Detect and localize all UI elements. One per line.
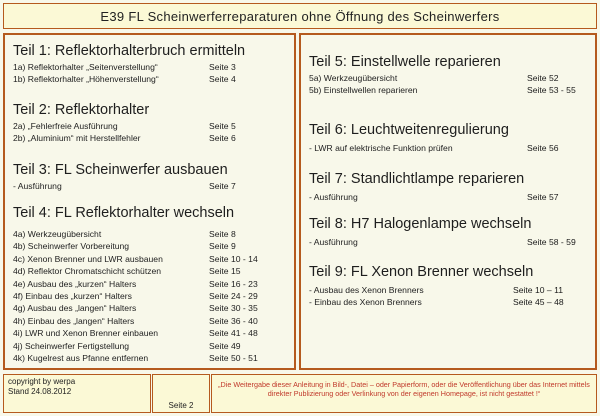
toc-row xyxy=(13,290,288,302)
section-teil-9 xyxy=(309,264,589,309)
toc-row-label: 4e) Ausbau des „kurzen“ Halters xyxy=(13,278,137,289)
toc-row xyxy=(13,352,288,364)
footer-copyright xyxy=(3,374,151,413)
toc-row xyxy=(13,228,288,240)
section-heading: Teil 6: Leuchtweitenregulierung xyxy=(309,122,509,138)
page-ref: Seite 10 - 14 xyxy=(209,253,258,264)
section-heading: Teil 9: FL Xenon Brenner wechseln xyxy=(309,264,534,280)
toc-row: - Ausbau des Xenon Brenners xyxy=(309,285,424,295)
toc-row-label: 4k) Kugelrest aus Pfanne entfernen xyxy=(13,353,149,364)
toc-row: - Ausführung xyxy=(309,192,358,202)
section-heading: Teil 4: FL Reflektorhalter wechseln xyxy=(13,205,235,221)
title-text: E39 FL Scheinwerferreparaturen ohne Öffnung des Scheinwerfers xyxy=(100,8,500,24)
page-ref: Seite 45 – 48 xyxy=(513,297,564,307)
page-ref: Seite 30 - 35 xyxy=(209,303,258,314)
section-heading: Teil 5: Einstellwelle reparieren xyxy=(309,54,501,70)
page-ref: Seite 8 xyxy=(209,229,236,239)
section-teil-7 xyxy=(309,171,589,204)
section-teil-4 xyxy=(13,205,288,364)
section-teil-3 xyxy=(13,162,288,193)
page-ref: Seite 57 xyxy=(527,192,559,202)
section-heading: Teil 8: H7 Halogenlampe wechseln xyxy=(309,216,532,232)
toc-right-panel xyxy=(299,33,597,370)
toc-row: 2a) „Fehlerfreie Ausführung xyxy=(13,121,118,131)
page-ref: Seite 53 - 55 xyxy=(527,85,576,95)
toc-row: 1a) Reflektorhalter „Seitenverstellung“ Seite 3 xyxy=(13,62,236,72)
section-heading: Teil 2: Reflektorhalter xyxy=(13,102,150,118)
toc-row-label: 4i) LWR und Xenon Brenner einbauen xyxy=(13,328,159,339)
section-teil-5 xyxy=(309,54,589,97)
page-ref: Seite 9 xyxy=(209,241,236,252)
toc-row: - Ausführung xyxy=(13,181,62,191)
document-title xyxy=(3,3,597,29)
page-ref: Seite 41 - 48 xyxy=(209,328,258,339)
section-teil-2 xyxy=(13,102,288,145)
toc-row xyxy=(13,340,288,352)
page-ref: Seite 49 xyxy=(209,340,241,351)
toc-row: - LWR auf elektrische Funktion prüfen xyxy=(309,143,453,153)
section-teil-8 xyxy=(309,216,589,249)
footer-page-number xyxy=(152,374,210,413)
toc-row: - Ausführung xyxy=(309,237,358,247)
toc-row xyxy=(13,265,288,277)
page-ref: Seite 4 xyxy=(209,74,236,84)
page-ref: Seite 7 xyxy=(209,181,236,191)
toc-row-label: 4f) Einbau des „kurzen“ Halters xyxy=(13,291,132,302)
page-ref: Seite 24 - 29 xyxy=(209,291,258,302)
toc-row xyxy=(13,302,288,314)
toc-row xyxy=(13,278,288,290)
copyright-text: copyright by werpa xyxy=(8,377,76,386)
toc-row: 1b) Reflektorhalter „Höhenverstellung“ Seite 4 xyxy=(13,73,236,84)
page-ref: Seite 15 xyxy=(209,266,241,277)
toc-row xyxy=(13,253,288,265)
section-teil-1 xyxy=(13,43,288,86)
toc-row-label: 4d) Reflektor Chromatschicht schützen xyxy=(13,266,162,277)
page-ref: Seite 52 xyxy=(527,73,559,83)
footer-notice xyxy=(211,374,597,413)
toc-row-label: 4c) Xenon Brenner und LWR ausbauen xyxy=(13,253,163,264)
page-ref: Seite 58 - 59 xyxy=(527,237,576,247)
toc-row-label: 4g) Ausbau des „langen“ Halters xyxy=(13,303,137,314)
page-ref: Seite 56 xyxy=(527,143,559,153)
toc-row xyxy=(13,327,288,339)
section-teil-6 xyxy=(309,122,589,155)
toc-row xyxy=(13,315,288,327)
notice-text: „Die Weitergabe dieser Anleitung in Bild-, Datei – oder Papierform, oder die Veröffentlichung über das Internet mittels direkter Publizierung oder Verlinkung von der eigenen Homepage, ist nicht gestattet !“ xyxy=(218,380,590,398)
page-ref: Seite 36 - 40 xyxy=(209,315,258,326)
toc-row: - Einbau des Xenon Brenners xyxy=(309,296,422,307)
page-ref: Seite 6 xyxy=(209,133,236,143)
toc-row: 2b) „Aluminium“ mit Herstellfehler xyxy=(13,132,141,143)
toc-row xyxy=(13,240,288,252)
page-ref: Seite 10 – 11 xyxy=(513,285,564,295)
page-ref: Seite 50 - 51 xyxy=(209,353,258,364)
toc-row-label: 4j) Scheinwerfer Fertigstellung xyxy=(13,340,130,351)
stand-date: Stand 24.08.2012 xyxy=(8,387,72,396)
toc-row: 5b) Einstellwellen reparieren xyxy=(309,84,418,95)
page-number-text: Seite 2 xyxy=(168,401,194,410)
toc-row-label: 4a) Werkzeugübersicht xyxy=(13,229,102,239)
section-heading: Teil 7: Standlichtlampe reparieren xyxy=(309,171,525,187)
section-heading: Teil 3: FL Scheinwerfer ausbauen xyxy=(13,162,228,178)
toc-row: 5a) Werkzeugübersicht xyxy=(309,73,398,83)
toc-row-label: 4h) Einbau des „langen“ Halters xyxy=(13,315,135,326)
page-ref: Seite 5 xyxy=(209,121,236,131)
section-heading: Teil 1: Reflektorhalterbruch ermitteln xyxy=(13,43,246,59)
page-ref: Seite 3 xyxy=(209,62,236,72)
toc-left-panel xyxy=(3,33,296,370)
page-ref: Seite 16 - 23 xyxy=(209,278,258,289)
toc-row-label: 4b) Scheinwerfer Vorbereitung xyxy=(13,241,130,252)
